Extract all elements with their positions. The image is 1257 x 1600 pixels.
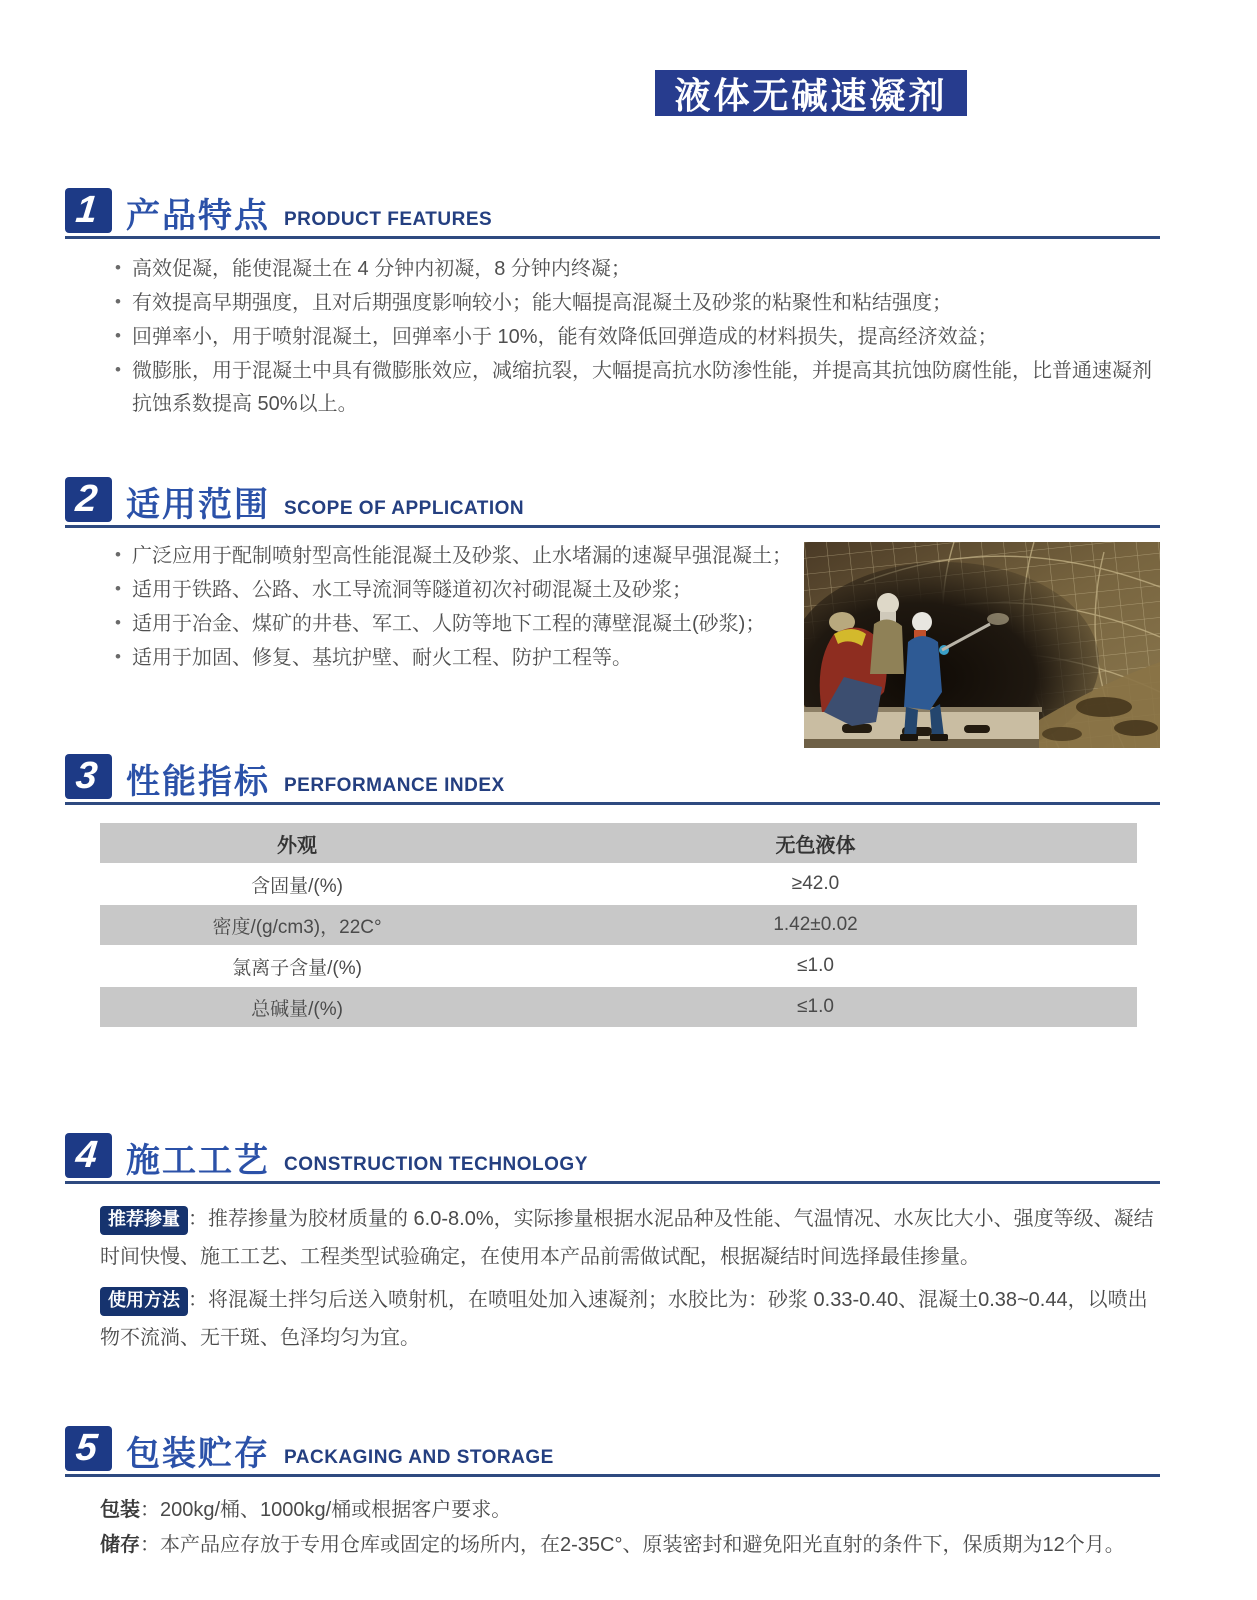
performance-table (100, 823, 1137, 1027)
section-number-badge: 1 (65, 188, 112, 233)
table-cell-label: 外观 (277, 834, 318, 857)
table-cell-label: 密度/(g/cm3)，22C° (212, 916, 382, 938)
table-cell-value: ≥42.0 (791, 873, 840, 894)
section-header (65, 477, 1160, 528)
storage-line (100, 1528, 1160, 1563)
product-title: 液体无碱速凝剂 (674, 74, 948, 116)
tunnel-shotcrete-construction-photo (804, 542, 1160, 748)
section-packaging-storage (65, 1426, 1160, 1563)
packaging-line (100, 1493, 1160, 1528)
section-header (65, 188, 1160, 239)
usage-badge: 使用方法 (100, 1287, 188, 1316)
table-cell-value: ≤1.0 (797, 955, 834, 976)
table-cell-label: 总碱量/(%) (251, 998, 343, 1020)
section-product-features (65, 188, 1160, 421)
table-row (100, 987, 1137, 1027)
section-number-badge: 5 (65, 1426, 112, 1471)
section-title-zh: 性能指标 (126, 763, 270, 801)
section-number-badge: 2 (65, 477, 112, 522)
table-row (100, 946, 1137, 986)
section-number-badge: 3 (65, 754, 112, 799)
usage-text: ：将混凝土拌匀后送入喷射机，在喷咀处加入速凝剂；水胶比为：砂浆 0.33-0.40、混凝土0.38~0.44，以喷出物不流淌、无干斑、色泽均匀为宜。 (100, 1288, 1148, 1350)
product-title-banner (655, 70, 967, 116)
feature-bullet: • 有效提高早期强度，且对后期强度影响较小；能大幅提高混凝土及砂浆的粘聚性和粘结强度； (115, 287, 1160, 320)
table-row (100, 823, 1137, 863)
dosage-paragraph (100, 1200, 1160, 1277)
section-title-en: SCOPE OF APPLICATION (284, 498, 525, 519)
table-cell-value: 1.42±0.02 (773, 914, 858, 935)
dosage-badge: 推荐掺量 (100, 1206, 188, 1235)
table-row (100, 905, 1137, 945)
usage-paragraph (100, 1281, 1160, 1358)
feature-bullet-list (115, 253, 1160, 421)
section-title-en: PACKAGING AND STORAGE (284, 1446, 554, 1468)
section-title-en: CONSTRUCTION TECHNOLOGY (284, 1154, 588, 1175)
table-row (100, 864, 1137, 904)
feature-bullet: • 微膨胀，用于混凝土中具有微膨胀效应，减缩抗裂，大幅提高抗水防渗性能，并提高其抗蚀防腐性能，比普通速凝剂抗蚀系数提高 50%以上。 (115, 355, 1160, 421)
section-title-zh: 产品特点 (126, 197, 270, 235)
table-cell-label: 含固量/(%) (251, 875, 343, 897)
section-title-zh: 施工工艺 (126, 1142, 270, 1180)
scope-bullet: • 广泛应用于配制喷射型高性能混凝土及砂浆、止水堵漏的速凝早强混凝土； (115, 540, 804, 573)
section-number-badge: 4 (65, 1133, 112, 1178)
feature-bullet: • 高效促凝，能使混凝土在 4 分钟内初凝，8 分钟内终凝； (115, 253, 1160, 286)
packaging-label: 包装 (100, 1498, 140, 1521)
dosage-text: ：推荐掺量为胶材质量的 6.0-8.0%，实际掺量根据水泥品种及性能、气温情况、水灰比大小、强度等级、凝结时间快慢、施工工艺、工程类型试验确定，在使用本产品前需做试配，根据凝结时间选择最佳掺量。 (100, 1208, 1154, 1269)
section-title-en: PERFORMANCE INDEX (284, 775, 505, 796)
storage-text: ：本产品应存放于专用仓库或固定的场所内，在2-35C°、原装密封和避免阳光直射的条件下，保质期为12个月。 (140, 1533, 1125, 1556)
scope-bullet: • 适用于冶金、煤矿的井巷、军工、人防等地下工程的薄壁混凝土(砂浆)； (115, 608, 804, 641)
feature-bullet: • 回弹率小，用于喷射混凝土，回弹率小于 10%，能有效降低回弹造成的材料损失，提高经济效益； (115, 321, 1160, 354)
storage-label: 储存 (100, 1533, 140, 1556)
scope-bullet: • 适用于加固、修复、基坑护壁、耐火工程、防护工程等。 (115, 642, 804, 675)
section-title-zh: 适用范围 (126, 486, 270, 524)
section-title-en: PRODUCT FEATURES (284, 209, 493, 230)
section-scope-of-application (65, 477, 1160, 748)
table-cell-label: 氯离子含量/(%) (232, 957, 362, 979)
packaging-storage-lines (100, 1493, 1160, 1563)
section-title-zh: 包装贮存 (126, 1434, 270, 1473)
scope-bullet-list (115, 540, 804, 676)
section-header (65, 1133, 1160, 1184)
packaging-text: ：200kg/桶、1000kg/桶或根据客户要求。 (140, 1498, 512, 1521)
scope-bullet: • 适用于铁路、公路、水工导流洞等隧道初次衬砌混凝土及砂浆； (115, 574, 804, 607)
section-performance-index (65, 754, 1160, 1027)
table-cell-value: ≤1.0 (797, 996, 834, 1017)
section-construction-technology (65, 1133, 1160, 1358)
section-header (65, 1426, 1160, 1477)
section-header (65, 754, 1160, 805)
table-cell-value: 无色液体 (775, 834, 856, 857)
